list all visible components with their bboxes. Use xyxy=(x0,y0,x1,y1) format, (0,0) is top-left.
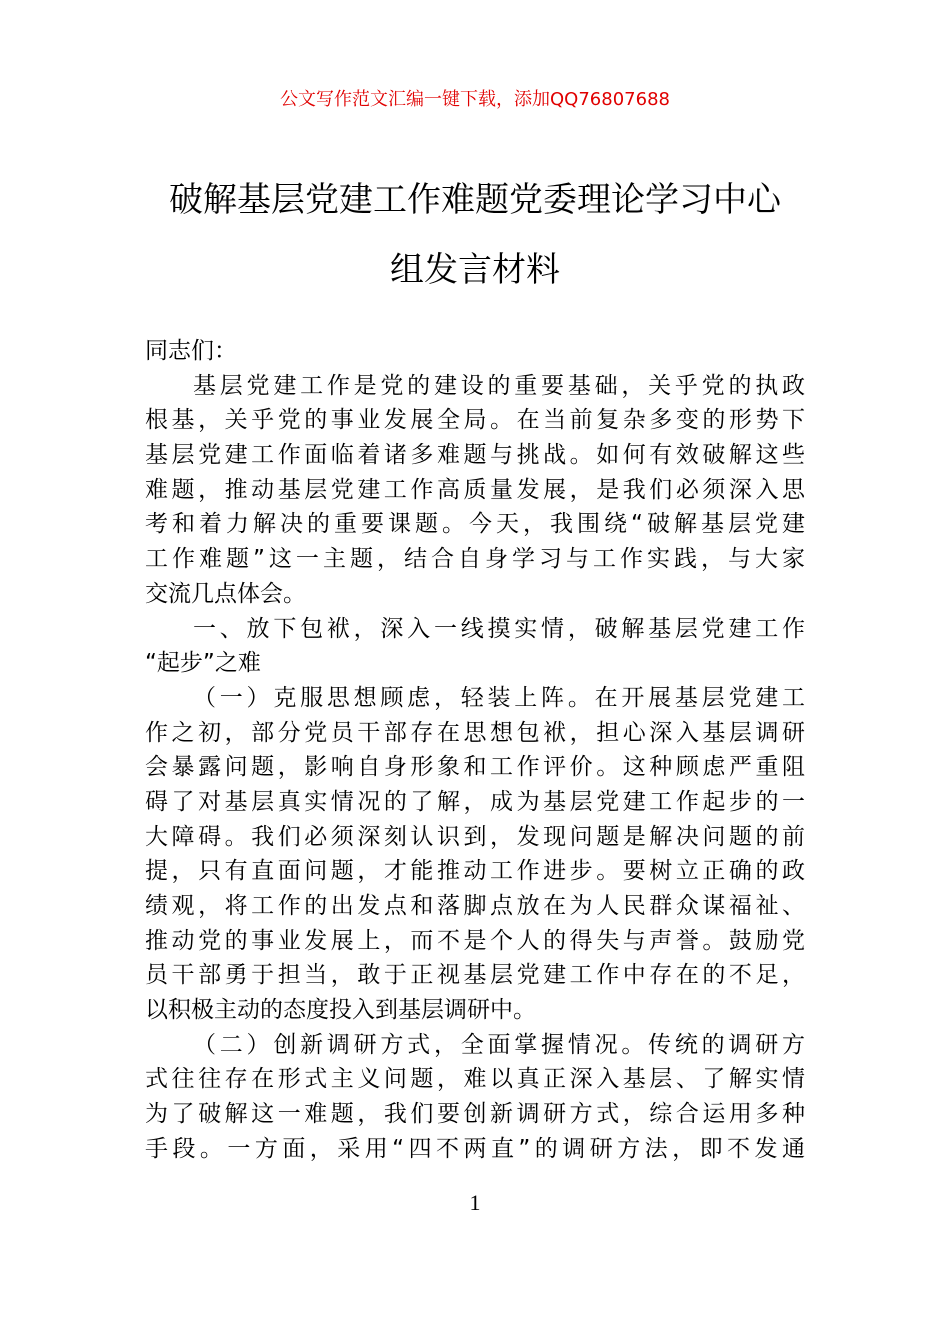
text-line: 同志们： xyxy=(145,338,237,364)
document-body xyxy=(145,334,805,1167)
download-banner: 公文写作范文汇编一键下载，添加QQ76807688 xyxy=(280,89,670,110)
text-line: 作之初，部分党员干部存在思想包袱，担心深入基层调研 xyxy=(145,719,805,746)
text-line: 难题，推动基层党建工作高质量发展，是我们必须深入思 xyxy=(145,476,805,503)
text-line: 以积极主动的态度投入到基层调研中。 xyxy=(145,997,536,1024)
document-title-line-2: 组发言材料 xyxy=(390,250,560,290)
text-line: 碍了对基层真实情况的了解，成为基层党建工作起步的一 xyxy=(145,788,805,815)
page-number: 1 xyxy=(469,1190,481,1215)
text-line: “起步”之难 xyxy=(145,650,261,677)
text-line: 绩观，将工作的出发点和落脚点放在为人民群众谋福祉、 xyxy=(145,893,805,919)
text-line: 大障碍。我们必须深刻认识到，发现问题是解决问题的前 xyxy=(145,823,805,850)
text-line: （二）创新调研方式，全面掌握情况。传统的调研方 xyxy=(193,1031,805,1058)
text-line: 推动党的事业发展上，而不是个人的得失与声誉。鼓励党 xyxy=(145,927,805,954)
text-line: 手段。一方面，采用“四不两直”的调研方法，即不发通 xyxy=(145,1135,805,1162)
text-line: 根基，关乎党的事业发展全局。在当前复杂多变的形势下 xyxy=(145,407,805,434)
text-line: 式往往存在形式主义问题，难以真正深入基层、了解实情 xyxy=(145,1066,805,1093)
text-line: 交流几点体会。 xyxy=(145,580,306,607)
text-line: 基层党建工作面临着诸多难题与挑战。如何有效破解这些 xyxy=(145,442,805,469)
text-line: 考和着力解决的重要课题。今天，我围绕“破解基层党建 xyxy=(145,511,805,538)
text-line: 会暴露问题，影响自身形象和工作评价。这种顾虑严重阻 xyxy=(145,754,805,781)
text-line: 工作难题”这一主题，结合自身学习与工作实践，与大家 xyxy=(145,546,805,573)
text-line: 一、放下包袱，深入一线摸实情，破解基层党建工作 xyxy=(193,615,805,642)
text-line: 员干部勇于担当，敢于正视基层党建工作中存在的不足， xyxy=(145,962,805,989)
text-line: 为了破解这一难题，我们要创新调研方式，综合运用多种 xyxy=(145,1101,805,1128)
text-line: 提，只有直面问题，才能推动工作进步。要树立正确的政 xyxy=(145,858,805,885)
text-line: 基层党建工作是党的建设的重要基础，关乎党的执政 xyxy=(193,372,805,399)
document-title-line-1: 破解基层党建工作难题党委理论学习中心 xyxy=(169,180,781,220)
text-line: （一）克服思想顾虑，轻装上阵。在开展基层党建工 xyxy=(193,684,805,711)
